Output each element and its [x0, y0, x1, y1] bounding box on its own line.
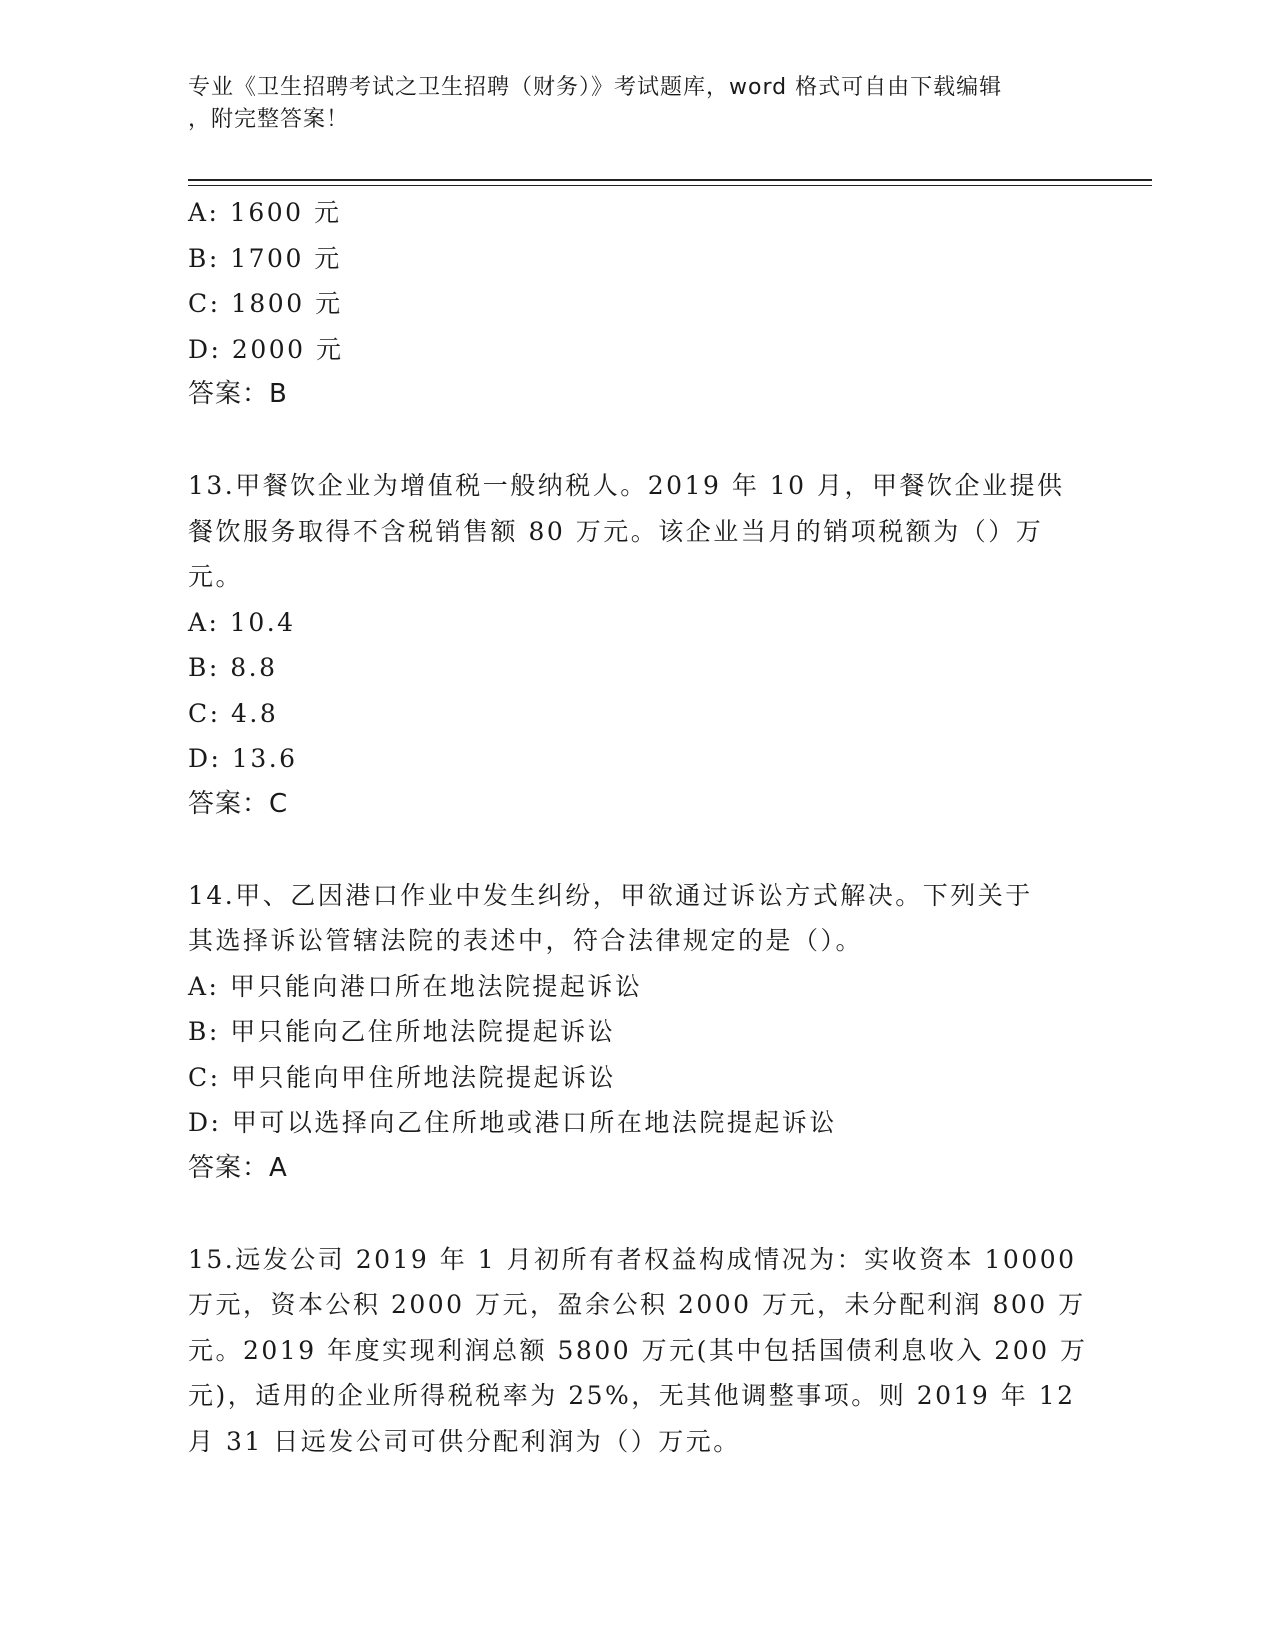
question-stem-line: 月 31 日远发公司可供分配利润为（）万元。 [188, 1426, 741, 1456]
question-stem-line: 元。2019 年度实现利润总额 5800 万元(其中包括国债利息收入 200 万 [188, 1335, 1088, 1365]
question-stem-line: 13.甲餐饮企业为增值税一般纳税人。2019 年 10 月，甲餐饮企业提供 [188, 471, 1065, 500]
spacer [188, 1191, 1088, 1237]
option-c: C: 甲只能向甲住所地法院提起诉讼 [188, 1062, 616, 1092]
option-c: C: 1800 元 [188, 289, 343, 318]
option-a: A: 甲只能向港口所在地法院提起诉讼 [188, 971, 643, 1001]
option-b: B: 1700 元 [188, 243, 342, 273]
question-12-continued [188, 190, 1088, 418]
question-stem-line: 餐饮服务取得不含税销售额 80 万元。该企业当月的销项税额为（）万 [188, 516, 1044, 546]
question-stem-line: 其选择诉讼管辖法院的表述中，符合法律规定的是（）。 [188, 926, 864, 955]
question-stem-line: 14.甲、乙因港口作业中发生纠纷，甲欲通过诉讼方式解决。下列关于 [188, 880, 1033, 910]
option-b: B: 8.8 [188, 653, 278, 682]
option-d: D: 13.6 [188, 744, 298, 773]
question-stem-line: 元。 [188, 562, 244, 591]
header-divider-thin [188, 185, 1152, 186]
question-13 [188, 463, 1088, 827]
question-stem-line: 万元，资本公积 2000 万元，盈余公积 2000 万元，未分配利润 800 万 [188, 1290, 1086, 1319]
header-divider-thick [188, 179, 1152, 181]
question-15 [188, 1237, 1088, 1465]
answer: 答案：A [188, 1152, 288, 1183]
option-d: D: 甲可以选择向乙住所地或港口所在地法院提起诉讼 [188, 1108, 837, 1137]
question-stem-line: 元)，适用的企业所得税税率为 25%，无其他调整事项。则 2019 年 12 [188, 1381, 1076, 1410]
question-14 [188, 873, 1088, 1192]
option-d: D: 2000 元 [188, 334, 344, 364]
spacer [188, 418, 1088, 464]
document-body [188, 190, 1088, 1464]
question-stem-line: 15.远发公司 2019 年 1 月初所有者权益构成情况为：实收资本 10000 [188, 1244, 1077, 1274]
option-c: C: 4.8 [188, 698, 279, 728]
option-a: A: 1600 元 [188, 198, 342, 227]
answer: 答案：C [188, 788, 289, 819]
header-title-line-2: ，附完整答案！ [188, 107, 350, 132]
header-title-line-1: 专业《卫生招聘考试之卫生招聘（财务）》考试题库，word 格式可自由下载编辑 [188, 75, 1003, 100]
document-header [188, 72, 1068, 136]
option-b: B: 甲只能向乙住所地法院提起诉讼 [188, 1017, 616, 1046]
spacer [188, 827, 1088, 873]
option-a: A: 10.4 [188, 607, 296, 637]
answer: 答案：B [188, 379, 288, 409]
